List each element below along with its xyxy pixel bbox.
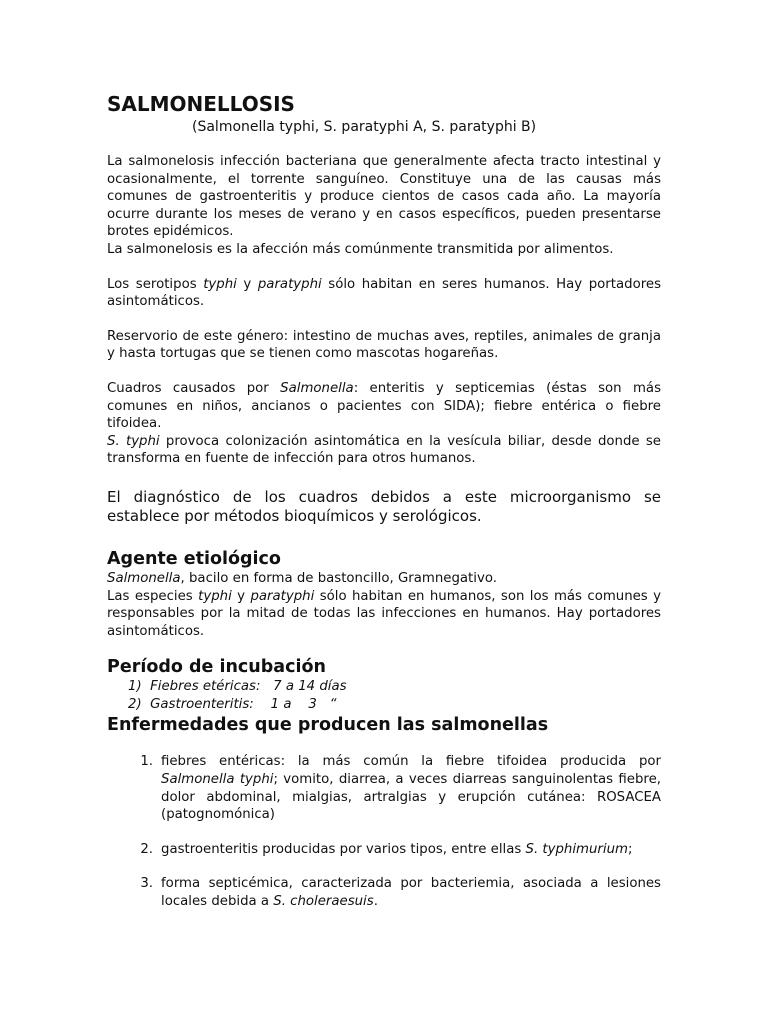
list-item	[107, 875, 661, 910]
list-text	[153, 875, 661, 910]
reservoir-paragraph: Reservorio de este género: intestino de muchas aves, reptiles, animales de granja y hasta tortugas que se tienen como mascotas hogareñas.	[107, 328, 661, 362]
conditions-paragraph	[107, 380, 661, 468]
list-item: 2) Gastroenteritis: 1 a 3 “	[128, 696, 337, 712]
italic-run: typhi	[198, 588, 232, 604]
italic-run: S. typhimurium	[525, 841, 628, 857]
text-run: ; vomito, diarrea, a veces diarreas sanguinolentas fiebre, dolor abdominal, mialgias, artralgias y erupción cutánea: ROSACEA (patognomónica)	[161, 772, 662, 823]
agente-paragraph	[107, 570, 661, 640]
list-number: 2.	[140, 841, 153, 857]
section-heading-enfermedades: Enfermedades que producen las salmonellas	[107, 715, 549, 736]
diagnosis-paragraph: El diagnóstico de los cuadros debidos a este microorganismo se establece por métodos bioquímicos y serológicos.	[107, 487, 661, 525]
list-text	[153, 753, 661, 823]
incubation-list	[107, 678, 661, 713]
italic-run: paratyphi	[250, 588, 315, 604]
text-run: , bacilo en forma de bastoncillo, Gramnegativo.	[180, 570, 497, 586]
intro-text: La salmonelosis infección bacteriana que generalmente afecta tracto intestinal y ocasionalmente, el torrente sanguíneo. Constituye una de las causas más comunes de gastroenteritis y produce cientos de casos cada año. La mayoría ocurre durante los meses de verano y en casos específicos, pueden presentarse brotes epidémicos.	[107, 154, 661, 240]
section-heading-agente: Agente etiológico	[107, 548, 281, 569]
list-text	[153, 841, 661, 859]
text-run: forma septicémica, caracterizada por bacteriemia, asociada a lesiones locales debida a	[161, 876, 661, 910]
serotypes-paragraph	[107, 276, 661, 311]
italic-run: paratyphi	[257, 276, 322, 292]
document-title: SALMONELLOSIS	[107, 92, 295, 116]
text-run: .	[373, 894, 378, 910]
document-subtitle: (Salmonella typhi, S. paratyphi A, S. paratyphi B)	[192, 119, 537, 135]
intro-text-2: La salmonelosis es la afección más comúnmente transmitida por alimentos.	[107, 241, 614, 257]
text-run: sólo habitan en seres humanos. Hay portadores asintomáticos.	[107, 276, 661, 310]
list-item	[107, 841, 661, 859]
list-item	[107, 753, 661, 823]
italic-run: Salmonella	[280, 380, 354, 396]
list-item: 1) Fiebres etéricas: 7 a 14 días	[128, 679, 347, 695]
italic-run: Salmonella	[107, 570, 181, 586]
italic-run: S. choleraesuis	[273, 894, 374, 910]
text-run: Los serotipos	[107, 276, 204, 292]
text-run: Las especies	[107, 588, 199, 604]
text-run: : enteritis y septicemias (éstas son más comunes en niños, ancianos o pacientes con SIDA); fiebre entérica o fiebre tifoidea.	[107, 380, 662, 432]
text-run: sólo habitan en humanos, son los más comunes y responsables por la mitad de todas las infecciones en humanos. Hay portadores asintomáticos.	[107, 588, 661, 639]
italic-run: S. typhi	[107, 433, 160, 449]
text-run: gastroenteritis producidas por varios tipos, entre ellas	[161, 841, 526, 857]
text-run: ;	[627, 841, 633, 857]
text-run: y	[236, 276, 258, 292]
text-run: y	[231, 588, 251, 604]
intro-paragraph	[107, 153, 661, 259]
text-run: fiebres entéricas: la más común la fiebre tifoidea producida por	[161, 754, 661, 770]
italic-run: Salmonella typhi	[161, 772, 274, 788]
text-run: Cuadros causados por	[107, 380, 281, 396]
section-heading-periodo: Período de incubación	[107, 657, 326, 678]
diseases-list	[107, 753, 661, 910]
list-number: 3.	[140, 876, 153, 892]
italic-run: typhi	[203, 276, 237, 292]
list-number: 1.	[140, 754, 153, 770]
text-run: provoca colonización asintomática en la vesícula biliar, desde donde se transforma en fuente de infección para otros humanos.	[107, 433, 661, 467]
